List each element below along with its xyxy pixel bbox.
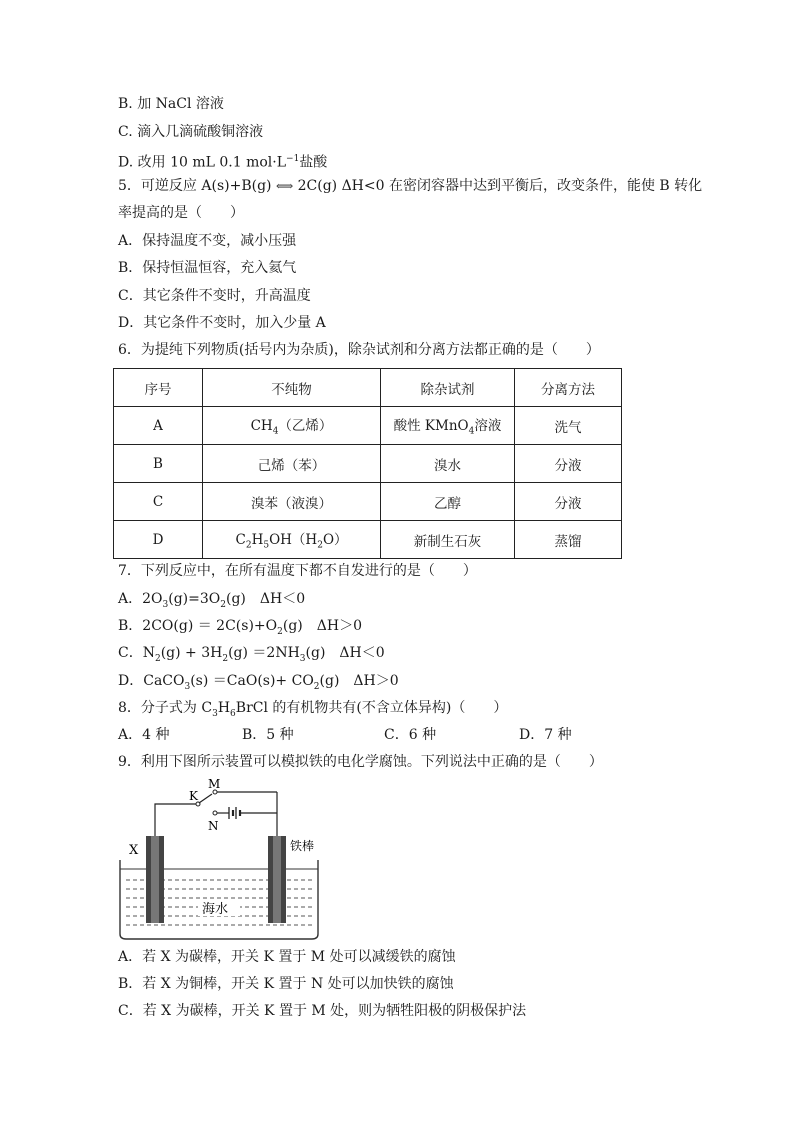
header-cell: 不纯物	[203, 369, 381, 407]
corrosion-apparatus-figure	[112, 776, 342, 942]
q4-option-c: C. 滴入几滴硫酸铜溶液	[118, 124, 264, 140]
q5-stem: 5．可逆反应 A(s)+B(g) ⟺ 2C(g) ΔH<0 在密闭容器中达到平衡后，改变条件，能使 B 转化	[118, 178, 703, 194]
q5-option-d: D．其它条件不变时，加入少量 A	[118, 315, 326, 331]
q5-stem-line2: 率提高的是（ ）	[118, 205, 244, 221]
label-x: X	[129, 843, 139, 858]
label-k: K	[189, 789, 198, 803]
header-cell: 除杂试剂	[381, 369, 515, 407]
q8-options: A．4 种 B．5 种 C．6 种 D．7 种	[118, 727, 572, 743]
label-iron-rod: 铁棒	[290, 839, 315, 853]
table-row: D $C_2H_5OH(H_2O)$ 新制生石灰 蒸馏	[114, 521, 622, 559]
label-m: M	[208, 777, 221, 791]
q7-stem: 7．下列反应中，在所有温度下都不自发进行的是（ ）	[118, 563, 477, 579]
switch-k	[199, 794, 212, 803]
q5-option-c: C．其它条件不变时，升高温度	[118, 288, 311, 304]
q5-option-b: B．保持恒温恒容，充入氦气	[118, 260, 297, 276]
label-seawater: 海水	[202, 902, 229, 917]
q9-option-c: C．若 X 为碳棒，开关 K 置于 M 处，则为牺牲阳极的阴极保护法	[118, 1003, 527, 1019]
header-cell: 序号	[114, 369, 203, 407]
table-row: C 溴苯（液溴） 乙醇 分液	[114, 483, 622, 521]
q6-stem: 6．为提纯下列物质(括号内为杂质)，除杂试剂和分离方法都正确的是（ ）	[118, 342, 600, 358]
q9-stem: 9．利用下图所示装置可以模拟铁的电化学腐蚀。下列说法中正确的是（ ）	[118, 754, 603, 770]
table-row: A $CH_4$（乙烯） 酸性 KMnO$_4$溶液 洗气	[114, 407, 622, 445]
purification-table	[113, 368, 622, 559]
label-n: N	[208, 819, 219, 833]
q9-option-b: B．若 X 为铜棒，开关 K 置于 N 处可以加快铁的腐蚀	[118, 976, 454, 992]
q7-option-a: A．$2O_3(g)=3O_2(g)$ ΔH＜0	[118, 591, 306, 610]
header-cell: 分离方法	[515, 369, 622, 407]
q8-stem: 8．分子式为 $C_3H_6BrCl$ 的有机物共有(不含立体异构)（ ）	[118, 700, 508, 719]
q7-option-d: D．CaCO$_3$(s) $=CaO(s)+ CO_2(g)$ ΔH＞0	[118, 673, 399, 692]
table-header-row	[114, 369, 622, 407]
q7-option-b: B．$2CO(g) = 2C(s)+O_2(g)$ ΔH＞0	[118, 618, 362, 637]
equilibrium-arrow: ⟺	[275, 179, 294, 193]
wire-left	[155, 804, 196, 836]
q4-option-b: B. 加 NaCl 溶液	[118, 96, 224, 112]
q7-option-c: C．$N_2(g) + 3H_2(g) =2NH_3(g)$ ΔH＜0	[118, 645, 385, 664]
contact-n	[213, 811, 217, 815]
table-row: B 己烯（苯） 溴水 分液	[114, 445, 622, 483]
q9-option-a: A．若 X 为碳棒，开关 K 置于 M 处可以减缓铁的腐蚀	[118, 949, 456, 965]
q5-option-a: A．保持温度不变，减小压强	[118, 233, 297, 249]
q4-option-d: D. 改用 10 mL 0.1 $mol\cdot L^{-1}$盐酸	[118, 154, 328, 171]
